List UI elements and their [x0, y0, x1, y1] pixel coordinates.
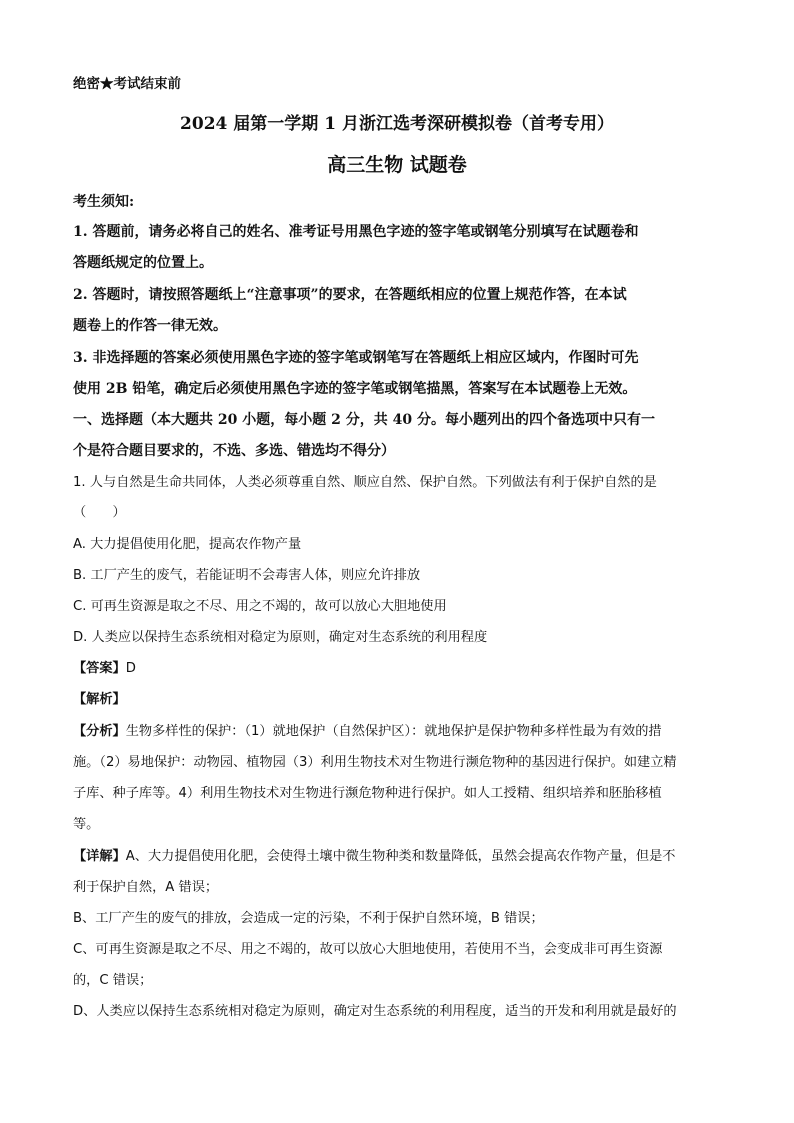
fenxi-text: 生物多样性的保护：（1）就地保护（自然保护区）：就地保护是保护物种多样性最为有效的措 [125, 724, 662, 739]
confidential-label: 绝密★考试结束前 [73, 76, 181, 92]
xiangjie-text: B、工厂产生的废气的排放，会造成一定的污染，不利于保护自然环境，B 错误； [73, 911, 544, 926]
analysis-tag: 【解析】 [73, 692, 126, 707]
xiangjie-text: C、可再生资源是取之不尽、用之不竭的，故可以放心大胆地使用，若使用不当，会变成非可再生资源 [73, 942, 663, 957]
exam-title: 2024 届第一学期 1 月浙江选考深研模拟卷（首考专用） [180, 114, 614, 134]
fenxi-text: 等。 [73, 817, 100, 832]
fenxi-tag: 【分析】 [73, 724, 126, 739]
answer-tag: 【答案】 [73, 661, 126, 676]
option-b: B. 工厂产生的废气，若能证明不会毒害人体，则应允许排放 [73, 568, 421, 583]
notice-line: 1. 答题前，请务必将自己的姓名、准考证号用黑色字迹的签字笔或钢笔分别填写在试题卷和 [73, 224, 639, 240]
notice-line: 答题纸规定的位置上。 [73, 255, 213, 271]
notice-line: 使用 2B 铅笔，确定后必须使用黑色字迹的签字笔或钢笔描黑，答案写在本试题卷上无效。 [73, 381, 637, 397]
fenxi-text: 子库、种子库等。4）利用生物技术对生物进行濒危物种进行保护。如人工授精、组织培养和胚胎移植 [73, 786, 662, 801]
xiangjie-text: D、人类应以保持生态系统相对稳定为原则，确定对生态系统的利用程度，适当的开发和利用就是最好的 [73, 1004, 677, 1019]
question-stem-blank: （ ） [73, 505, 126, 520]
notice-line: 2. 答题时，请按照答题纸上“注意事项”的要求，在答题纸相应的位置上规范作答，在本试 [73, 287, 627, 303]
xiangjie-text: A、大力提倡使用化肥，会使得土壤中微生物种类和数量降低，虽然会提高农作物产量，但是不 [125, 849, 676, 864]
option-a: A. 大力提倡使用化肥，提高农作物产量 [73, 537, 302, 552]
xiangjie-tag: 【详解】 [73, 849, 126, 864]
option-c: C. 可再生资源是取之不尽、用之不竭的，故可以放心大胆地使用 [73, 599, 447, 614]
section-heading-cont: 个是符合题目要求的，不选、多选、错选均不得分） [73, 443, 395, 459]
exam-subtitle: 高三生物 试题卷 [327, 154, 467, 176]
section-heading: 一、选择题（本大题共 20 小题，每小题 2 分，共 40 分。每小题列出的四个备选项中只有一 [73, 412, 655, 428]
fenxi-text: 施。（2）易地保护：动物园、植物园（3）利用生物技术对生物进行濒危物种的基因进行保护。如建立精 [73, 755, 677, 770]
answer-value: D [125, 661, 136, 676]
option-d: D. 人类应以保持生态系统相对稳定为原则，确定对生态系统的利用程度 [73, 630, 488, 645]
xiangjie-text: 利于保护自然，A 错误； [73, 880, 219, 895]
question-stem: 1. 人与自然是生命共同体，人类必须尊重自然、顺应自然、保护自然。下列做法有利于保护自然的是 [73, 475, 657, 490]
answer-line [73, 659, 723, 679]
fenxi-line [73, 722, 723, 742]
xiangjie-line [73, 847, 723, 867]
notice-heading: 考生须知: [73, 194, 135, 210]
analysis-line [73, 690, 723, 710]
notice-line: 题卷上的作答一律无效。 [73, 318, 227, 334]
notice-line: 3. 非选择题的答案必须使用黑色字迹的签字笔或钢笔写在答题纸上相应区域内，作图时可先 [73, 350, 639, 366]
xiangjie-text: 的，C 错误； [73, 973, 153, 988]
